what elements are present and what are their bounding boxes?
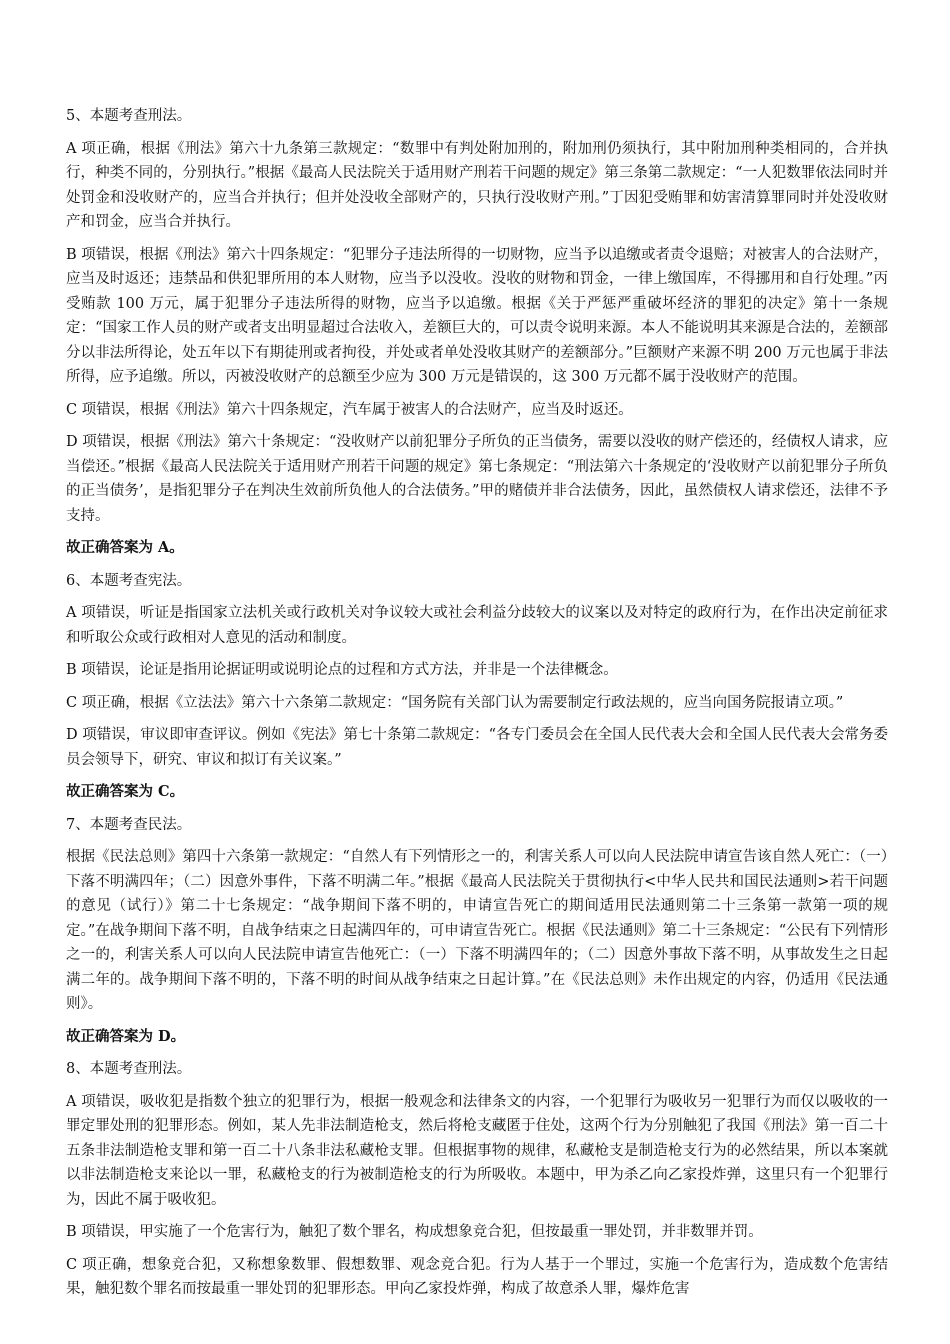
question-heading: 6、本题考查宪法。 [66, 572, 192, 589]
option-paragraph: 根据《民法总则》第四十六条第一款规定：“自然人有下列情形之一的，利害关系人可以向人民法院申请宣告该自然人死亡：（一）下落不明满四年；（二）因意外事件，下落不明满二年。”根据《最高人民法院关于贯彻执行<中华人民共和国民法通则>若干问题的意见（试行）》第二十七条规定：“战争期间下落不明的，申请宣告死亡的期间适用民法通则第二十三条第一款第一项的规定。”在战争期间下落不明，自战争结束之日起满四年的，可申请宣告死亡。根据《民法通则》第二十三条规定：“公民有下列情形之一的，利害关系人可以向人民法院申请宣告他死亡：（一）下落不明满四年的；（二）因意外事故下落不明，从事故发生之日起满二年的。战争期间下落不明的，下落不明的时间从战争结束之日起计算。”在《民法总则》未作出规定的内容，仍适用《民法通则》。 [66, 849, 888, 1012]
option-paragraph: A 项错误，吸收犯是指数个独立的犯罪行为，根据一般观念和法律条文的内容，一个犯罪行为吸收另一犯罪行为而仅以吸收的一罪定罪处刑的犯罪形态。例如，某人先非法制造枪支，然后将枪支藏匿于住处，这两个行为分别触犯了我国《刑法》第一百二十五条非法制造枪支罪和第一百二十八条非法私藏枪支罪。但根据事物的规律，私藏枪支是制造枪支行为的必然结果，所以本案就以非法制造枪支来论以一罪，私藏枪支的行为被制造枪支的行为所吸收。本题中，甲为杀乙向乙家投炸弹，这里只有一个犯罪行为，因此不属于吸收犯。 [66, 1093, 888, 1208]
option-paragraph: B 项错误，甲实施了一个危害行为，触犯了数个罪名，构成想象竞合犯，但按最重一罪处罚，并非数罪并罚。 [66, 1224, 763, 1240]
option-paragraph: C 项正确，想象竞合犯，又称想象数罪、假想数罪、观念竞合犯。行为人基于一个罪过，实施一个危害行为，造成数个危害结果，触犯数个罪名而按最重一罪处罚的犯罪形态。甲向乙家投炸弹，构成了故意杀人罪，爆炸危害 [66, 1256, 888, 1297]
section-8 [66, 1057, 888, 1302]
option-paragraph: D 项错误，审议即审查评议。例如《宪法》第七十条第二款规定：“各专门委员会在全国人民代表大会和全国人民代表大会常务委员会领导下，研究、审议和拟订有关议案。” [66, 727, 888, 768]
document-page [66, 104, 888, 1310]
section-7 [66, 813, 888, 1050]
option-paragraph: C 项正确，根据《立法法》第六十六条第二款规定：“国务院有关部门认为需要制定行政法规的，应当向国务院报请立项。” [66, 694, 844, 711]
question-heading: 7、本题考查民法。 [66, 816, 192, 833]
question-heading: 8、本题考查刑法。 [66, 1061, 192, 1077]
answer-line: 故正确答案为 C。 [66, 783, 185, 800]
section-5 [66, 104, 888, 561]
question-heading: 5、本题考查刑法。 [66, 108, 192, 124]
option-paragraph: B 项错误，论证是指用论据证明或说明论点的过程和方式方法，并非是一个法律概念。 [66, 662, 618, 678]
option-paragraph: A 项错误，听证是指国家立法机关或行政机关对争议较大或社会利益分歧较大的议案以及对特定的政府行为，在作出决定前征求和听取公众或行政相对人意见的活动和制度。 [66, 605, 888, 646]
option-paragraph: C 项错误，根据《刑法》第六十四条规定，汽车属于被害人的合法财产，应当及时返还。 [66, 401, 633, 418]
option-paragraph: B 项错误，根据《刑法》第六十四条规定：“犯罪分子违法所得的一切财物，应当予以追缴或者责令退赔；对被害人的合法财产，应当及时返还；违禁品和供犯罪所用的本人财物，应当予以没收。没收的财物和罚金，一律上缴国库，不得挪用和自行处理。”丙受贿款 100 万元，属于犯罪分子违法所得的财物，应当予以追缴。根据《关于严惩严重破坏经济的罪犯的决定》第十一条规定：“国家工作人员的财产或者支出明显超过合法收入，差额巨大的，可以责令说明来源。本人不能说明其来源是合法的，差额部分以非法所得论，处五年以下有期徒刑或者拘役，并处或者单处没收其财产的差额部分。”巨额财产来源不明 200 万元也属于非法所得，应予追缴。所以，丙被没收财产的总额至少应为 300 万元是错误的，这 300 万元都不属于没收财产的范围。 [66, 246, 888, 385]
option-paragraph: A 项正确，根据《刑法》第六十九条第三款规定：“数罪中有判处附加刑的，附加刑仍须执行，其中附加刑种类相同的，合并执行，种类不同的，分别执行。”根据《最高人民法院关于适用财产刑若干问题的规定》第三条第二款规定：“一人犯数罪依法同时并处罚金和没收财产的，应当合并执行；但并处没收全部财产的，只执行没收财产刑。”丁因犯受贿罪和妨害清算罪同时并处没收财产和罚金，应当合并执行。 [66, 140, 888, 230]
answer-line: 故正确答案为 A。 [66, 539, 184, 556]
answer-line: 故正确答案为 D。 [66, 1027, 186, 1045]
section-6 [66, 569, 888, 805]
option-paragraph: D 项错误，根据《刑法》第六十条规定：“没收财产以前犯罪分子所负的正当债务，需要以没收的财产偿还的，经债权人请求，应当偿还。”根据《最高人民法院关于适用财产刑若干问题的规定》第七条规定：“刑法第六十条规定的‘没收财产以前犯罪分子所负的正当债务’，是指犯罪分子在判决生效前所负他人的合法债务。”甲的赌债并非合法债务，因此，虽然债权人请求偿还，法律不予支持。 [66, 434, 888, 524]
